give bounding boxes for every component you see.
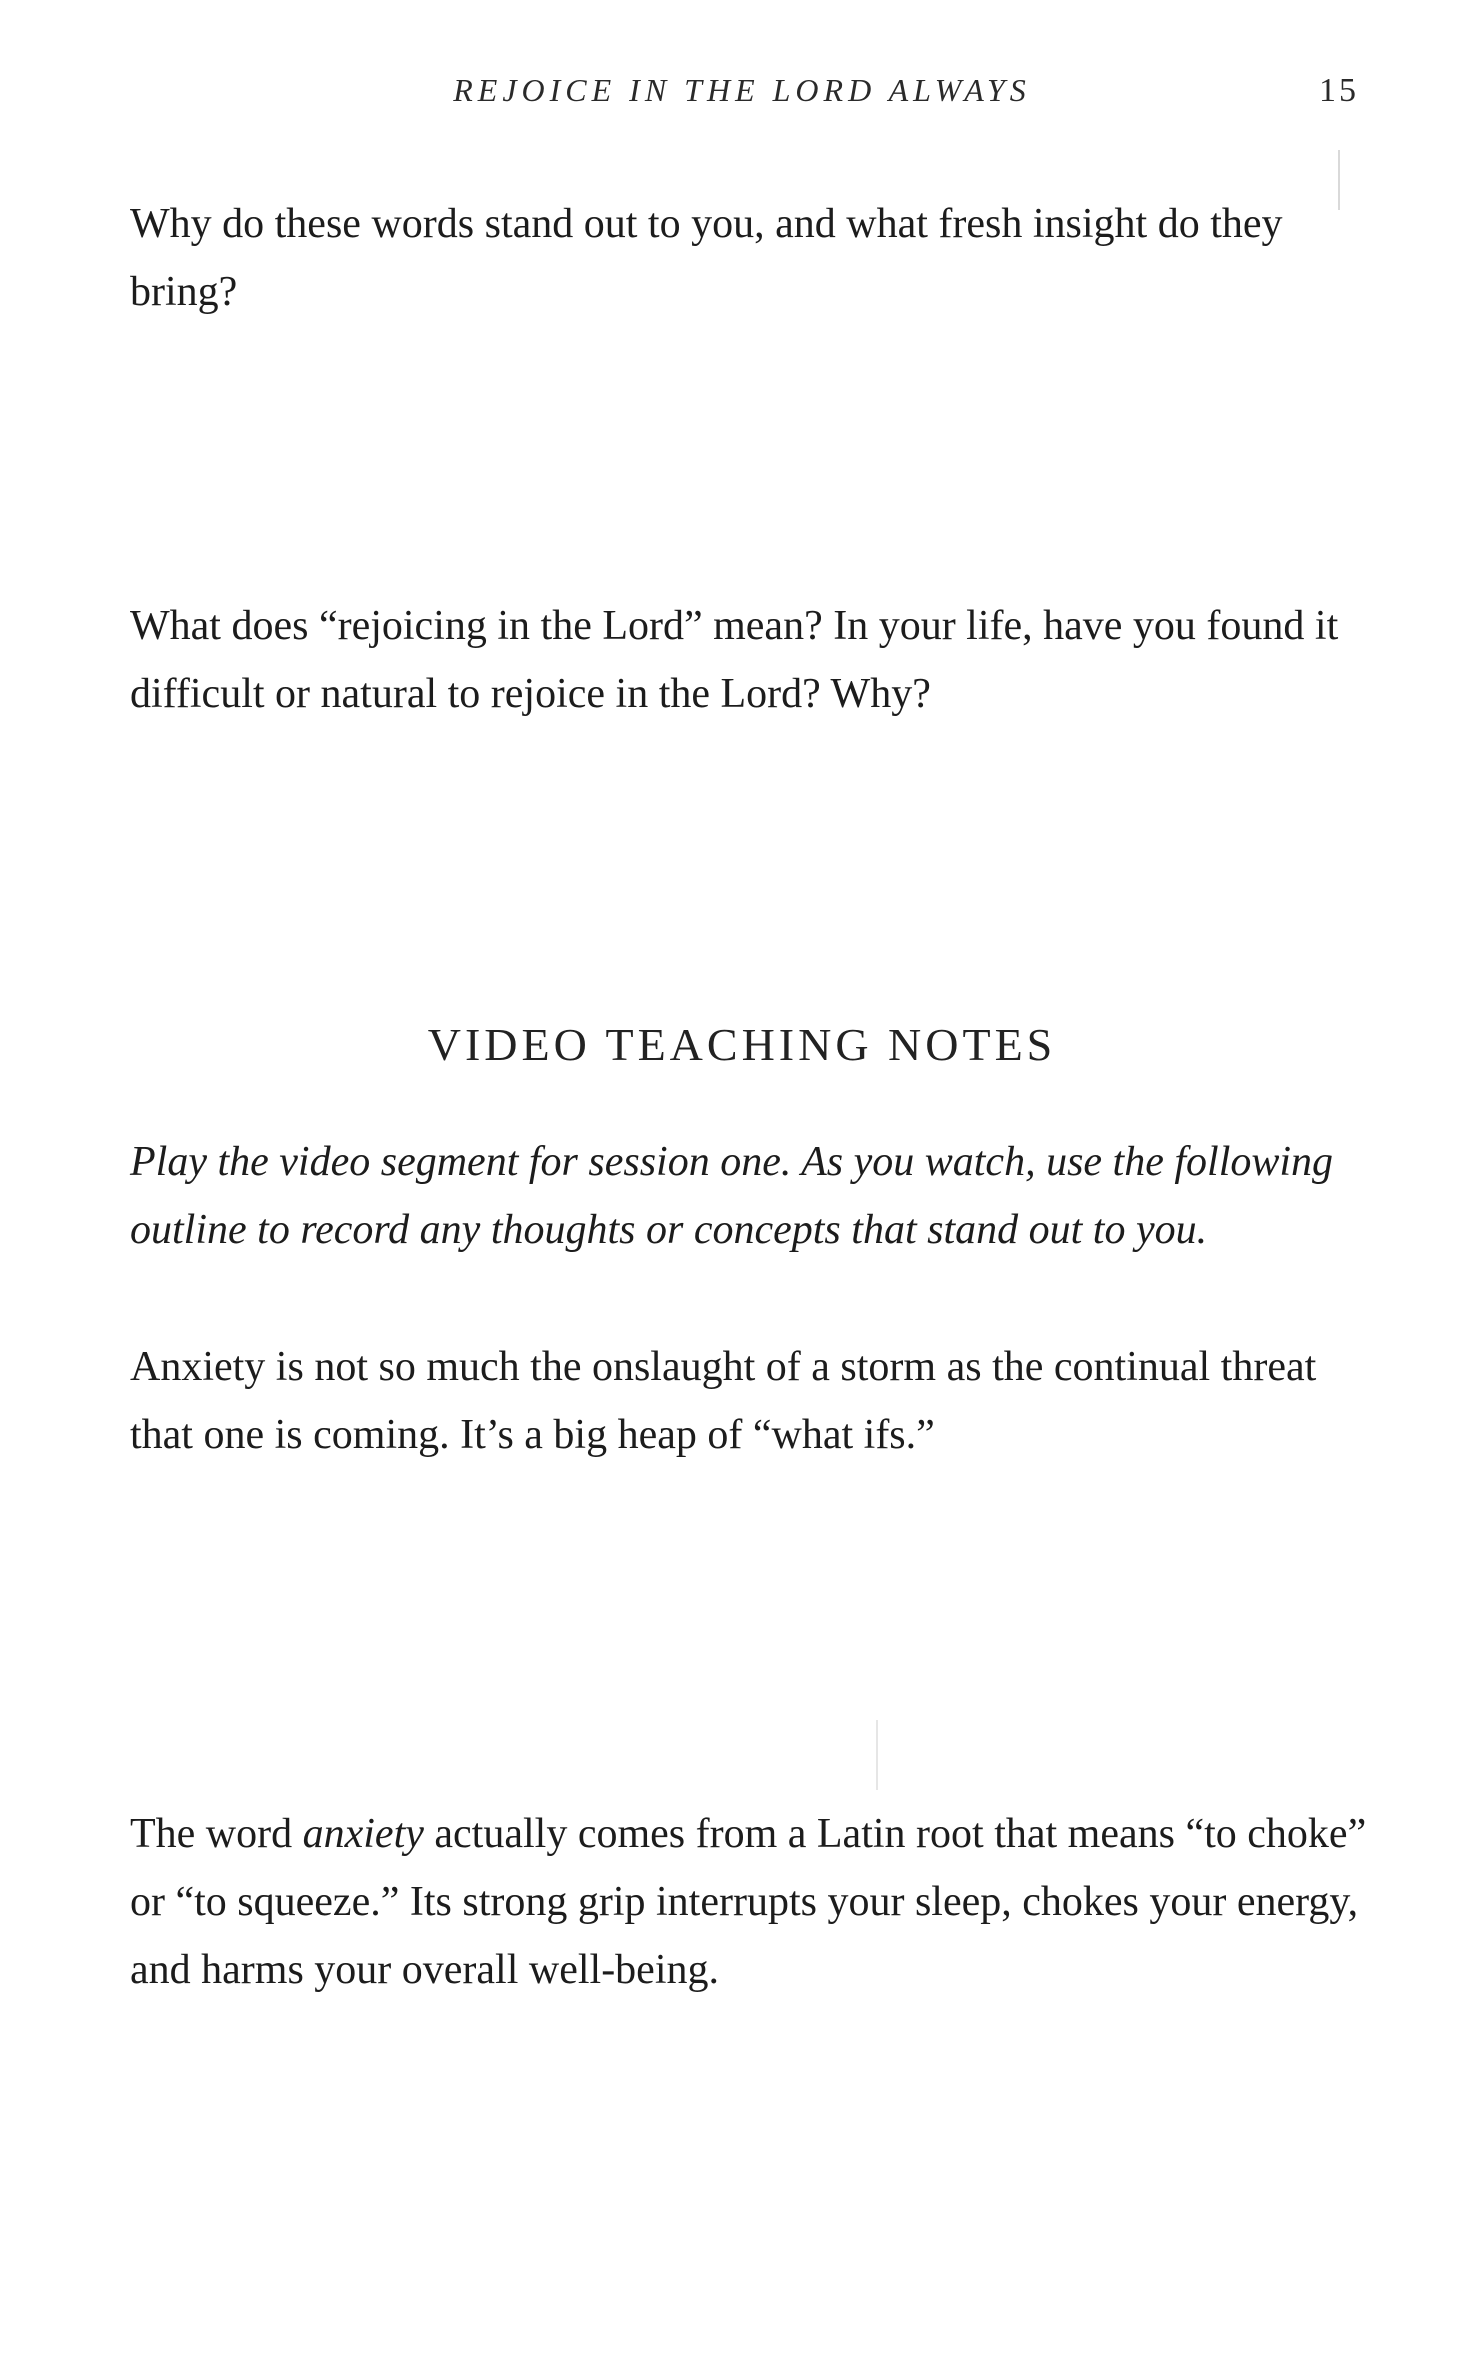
question-1: Why do these words stand out to you, and what fresh insight do they bring? (130, 201, 1283, 315)
section-heading: VIDEO TEACHING NOTES (427, 1019, 1057, 1070)
teaching-note-2 (130, 1800, 1370, 2004)
question-2: What does “rejoicing in the Lord” mean? In your life, have you found it difficult or natural to rejoice in the Lord? Why? (130, 603, 1339, 717)
page-number: 15 (1319, 72, 1359, 109)
scan-artifact (876, 1720, 878, 1790)
section-instructions: Play the video segment for session one. As you watch, use the following outline to record any thoughts or concepts that stand out to you. (130, 1139, 1334, 1253)
teaching-note-2-before: The word (130, 1811, 303, 1857)
teaching-note-2-after: actually comes from a Latin root that means “to choke” or “to squeeze.” Its strong grip interrupts your sleep, chokes your energy, and harms your overall well-being. (130, 1811, 1367, 1993)
running-head: REJOICE IN THE LORD ALWAYS (453, 72, 1031, 108)
teaching-note-2-emphasis: anxiety (302, 1811, 424, 1857)
teaching-note-1: Anxiety is not so much the onslaught of a storm as the continual threat that one is coming. It’s a big heap of “what ifs.” (130, 1344, 1317, 1458)
